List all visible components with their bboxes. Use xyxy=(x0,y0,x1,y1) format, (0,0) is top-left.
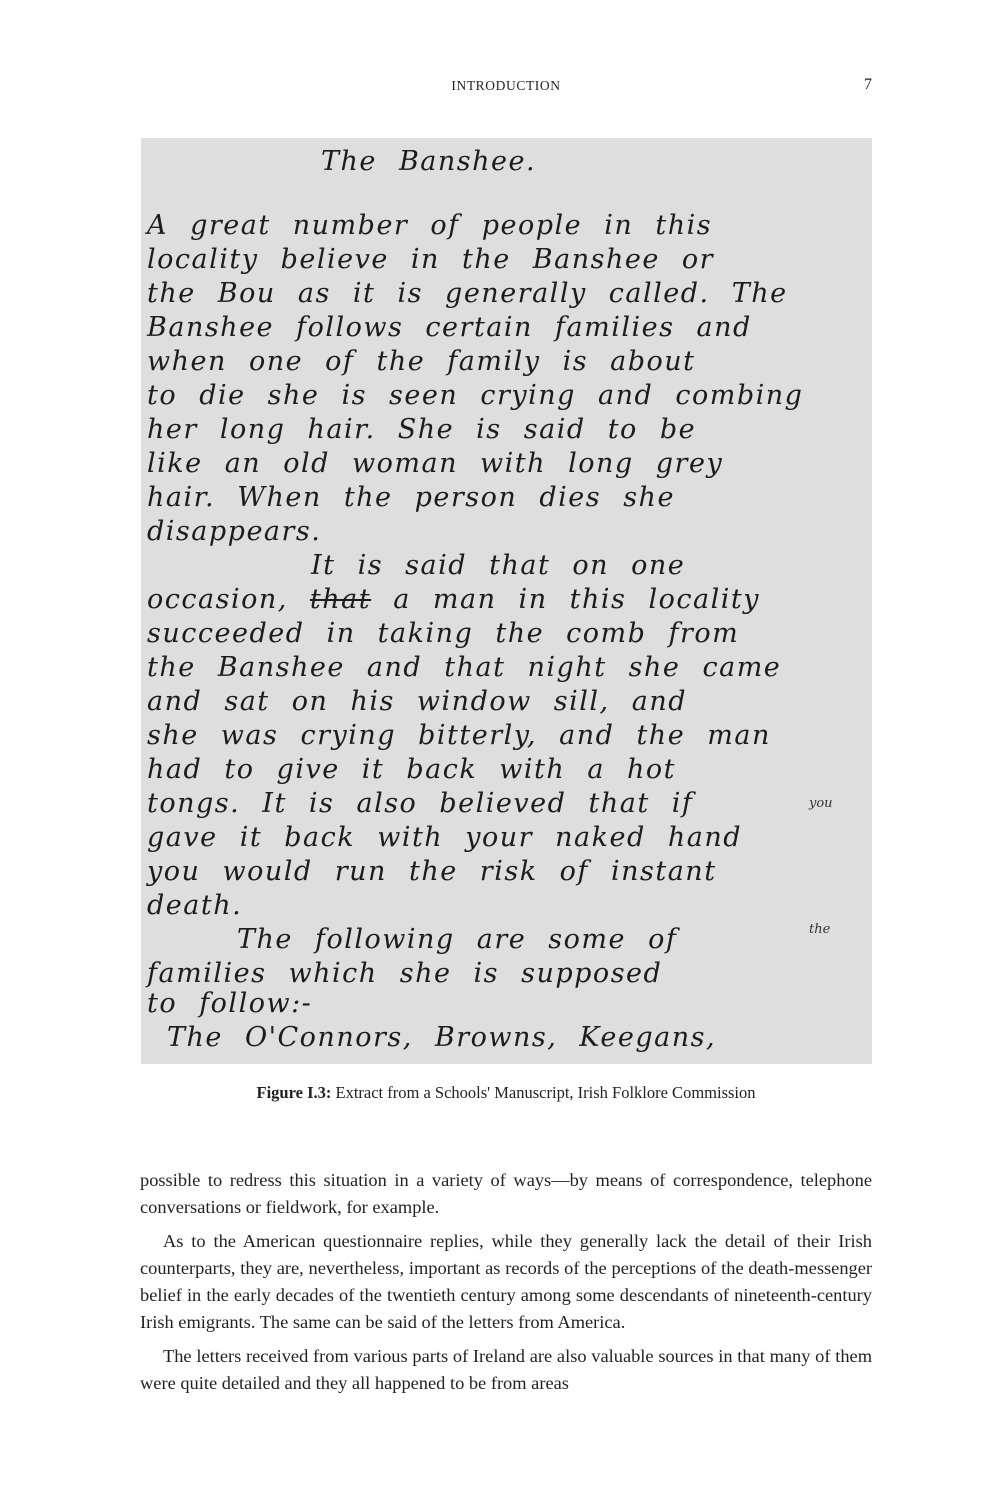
manuscript-line: the Banshee and that night she came xyxy=(147,652,782,683)
manuscript-line: when one of the family is about xyxy=(147,346,696,377)
manuscript-line: tongs. It is also believed that if xyxy=(147,788,694,819)
paragraph: possible to redress this situation in a variety of ways—by means of correspondence, telephone conversations or fieldwork, for example. xyxy=(140,1170,872,1218)
page-number: 7 xyxy=(864,76,872,93)
manuscript-image xyxy=(141,138,872,1064)
manuscript-line: gave it back with your naked hand xyxy=(147,822,743,853)
manuscript-line: to follow:- xyxy=(147,988,313,1019)
paragraph: As to the American questionnaire replies, while they generally lack the detail of their Irish counterparts, they are, nevertheless, important as records of the perceptions of the death-messenger belief in the early decades of the twentieth century among some descendants of nineteenth-century Irish emigrants. The same can be said of the letters from America. xyxy=(140,1230,872,1333)
manuscript-line: hair. When the person dies she xyxy=(147,482,675,513)
body-text xyxy=(140,1167,872,1403)
manuscript-line: death. xyxy=(147,890,243,921)
margin-note: you xyxy=(809,796,833,811)
manuscript-line: locality believe in the Banshee or xyxy=(147,244,715,275)
manuscript-line: The O'Connors, Browns, Keegans, xyxy=(167,1022,717,1053)
manuscript-line: to die she is seen crying and combing xyxy=(147,380,804,411)
manuscript-line xyxy=(147,584,760,615)
running-head xyxy=(140,78,872,100)
manuscript-line: succeeded in taking the comb from xyxy=(147,618,740,649)
manuscript-line: like an old woman with long grey xyxy=(147,448,724,479)
manuscript-line: her long hair. She is said to be xyxy=(147,414,697,445)
manuscript-word: occasion, xyxy=(147,584,288,615)
manuscript-word: a man in this locality xyxy=(393,584,760,615)
manuscript-title: The Banshee. xyxy=(321,146,537,177)
struck-word: that xyxy=(309,584,372,615)
manuscript-line: you would run the risk of instant xyxy=(147,856,717,887)
manuscript-line: A great number of people in this xyxy=(147,210,713,241)
manuscript-line: had to give it back with a hot xyxy=(147,754,677,785)
manuscript-line: The following are some of xyxy=(237,924,678,955)
manuscript-line: families which she is supposed xyxy=(147,958,663,989)
figure-caption xyxy=(140,1083,872,1103)
manuscript-line: Banshee follows certain families and xyxy=(147,312,752,343)
manuscript-figure xyxy=(141,138,872,1064)
caption-text: Extract from a Schools' Manuscript, Irish Folklore Commission xyxy=(335,1083,756,1102)
margin-note: the xyxy=(809,922,831,937)
manuscript-line: It is said that on one xyxy=(311,550,686,581)
paragraph: The letters received from various parts of Ireland are also valuable sources in that many of them were quite detailed and they all happened to be from areas xyxy=(140,1345,872,1394)
running-title: INTRODUCTION xyxy=(451,78,561,93)
manuscript-line: disappears. xyxy=(147,516,322,547)
manuscript-line: she was crying bitterly, and the man xyxy=(147,720,771,751)
manuscript-line: the Bou as it is generally called. The xyxy=(147,278,788,309)
caption-label: Figure I.3: xyxy=(256,1083,332,1102)
manuscript-line: and sat on his window sill, and xyxy=(147,686,687,717)
